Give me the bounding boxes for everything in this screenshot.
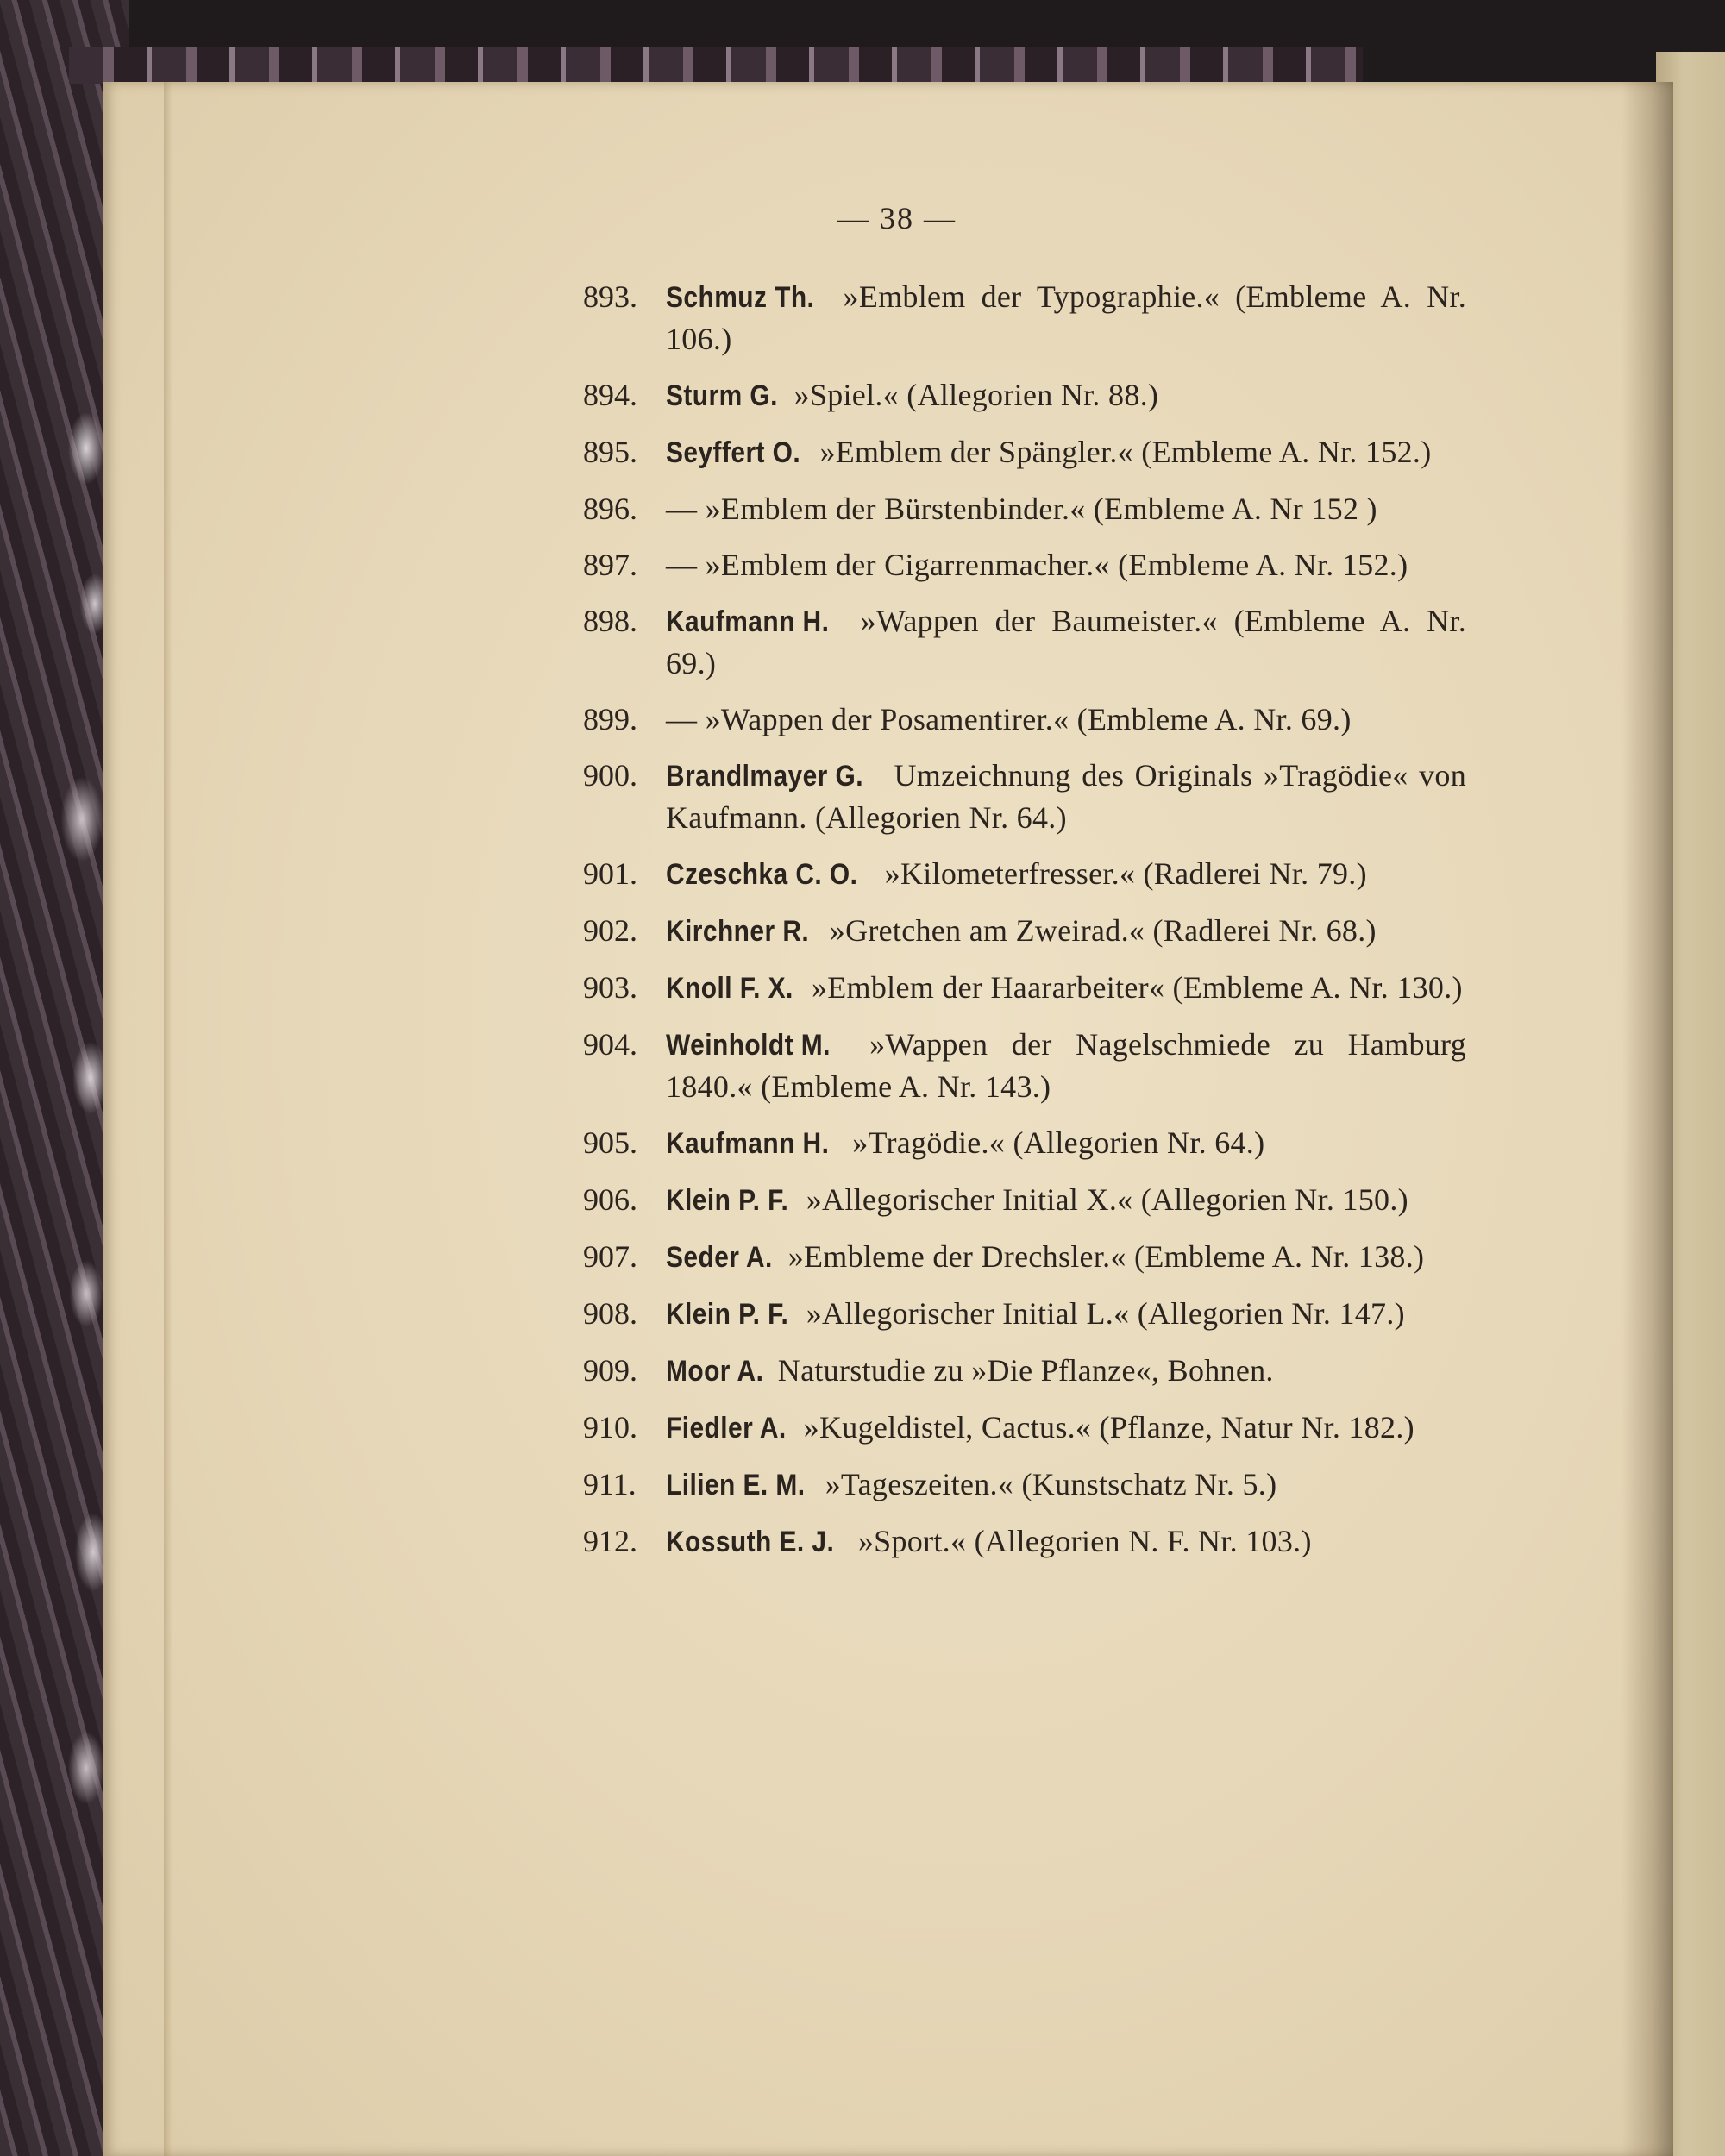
entry-number: 910.	[583, 1410, 637, 1445]
entry-description: Umzeichnung des Originals »Tragödie« von Kaufmann. (Allegorien Nr. 64.)	[666, 758, 1467, 835]
entry-description: »Tragödie.« (Allegorien Nr. 64.)	[852, 1125, 1265, 1160]
page-gutter	[1622, 82, 1673, 2156]
entry-description: »Kugeldistel, Cactus.« (Pflanze, Natur Nr. 182.)	[803, 1410, 1414, 1445]
catalogue-entry	[583, 1293, 1466, 1335]
entry-author: Brandlmayer G.	[666, 760, 863, 793]
entry-author: Knoll F. X.	[666, 972, 794, 1005]
entry-description: — »Wappen der Posamentirer.« (Embleme A. Nr. 69.)	[666, 702, 1352, 736]
catalogue-entry	[583, 853, 1466, 895]
entry-number: 893.	[583, 279, 637, 314]
entry-number: 899.	[583, 702, 637, 736]
entry-description: »Sport.« (Allegorien N. F. Nr. 103.)	[857, 1524, 1312, 1558]
entry-description: — »Emblem der Bürstenbinder.« (Embleme A. Nr 152 )	[666, 492, 1377, 526]
entry-number: 898.	[583, 604, 637, 638]
entry-number: 904.	[583, 1027, 637, 1062]
entry-author: Seyffert O.	[666, 436, 801, 469]
entry-description: »Spiel.« (Allegorien Nr. 88.)	[794, 378, 1159, 412]
entry-number: 909.	[583, 1353, 637, 1388]
entry-description: »Allegorischer Initial L.« (Allegorien Nr. 147.)	[806, 1296, 1405, 1331]
entry-number: 895.	[583, 435, 637, 469]
entry-author: Weinholdt M.	[666, 1029, 831, 1062]
entry-number: 900.	[583, 758, 637, 793]
entry-description: »Tageszeiten.« (Kunstschatz Nr. 5.)	[825, 1467, 1277, 1501]
entry-author: Kaufmann H.	[666, 1127, 830, 1160]
catalogue-entry	[583, 488, 1466, 530]
catalogue-entries	[583, 276, 1466, 1577]
entry-author: Schmuz Th.	[666, 281, 815, 314]
entry-number: 903.	[583, 970, 637, 1005]
entry-description: »Emblem der Spängler.« (Embleme A. Nr. 152.)	[819, 435, 1432, 469]
catalogue-entry	[583, 1024, 1466, 1107]
entry-description: »Allegorischer Initial X.« (Allegorien Nr. 150.)	[806, 1182, 1408, 1217]
entry-number: 908.	[583, 1296, 637, 1331]
entry-number: 905.	[583, 1125, 637, 1160]
catalogue-entry	[583, 699, 1466, 740]
entry-description: »Gretchen am Zweirad.« (Radlerei Nr. 68.)	[829, 913, 1377, 948]
entry-description: »Wappen der Nagelschmiede zu Hamburg 1840.« (Embleme A. Nr. 143.)	[666, 1027, 1466, 1104]
entry-number: 897.	[583, 548, 637, 582]
catalogue-entry	[583, 1350, 1466, 1392]
entry-author: Kirchner R.	[666, 915, 810, 948]
catalogue-entry	[583, 755, 1466, 838]
entry-number: 894.	[583, 378, 637, 412]
entry-author: Kossuth E. J.	[666, 1526, 835, 1558]
catalogue-entry	[583, 1122, 1466, 1164]
entry-number: 906.	[583, 1182, 637, 1217]
entry-number: 896.	[583, 492, 637, 526]
entry-author: Sturm G.	[666, 379, 778, 412]
catalogue-entry	[583, 1407, 1466, 1449]
catalogue-entry	[583, 374, 1466, 417]
entry-author: Klein P. F.	[666, 1184, 789, 1217]
marbled-top-edge	[69, 47, 1363, 84]
catalogue-entry	[583, 600, 1466, 684]
entry-author: Seder A.	[666, 1241, 773, 1274]
entry-author: Lilien E. M.	[666, 1469, 806, 1501]
catalogue-entry	[583, 431, 1466, 473]
entry-description: »Wappen der Baumeister.« (Embleme A. Nr. 69.)	[666, 604, 1467, 680]
entry-description: Naturstudie zu »Die Pflanze«, Bohnen.	[777, 1353, 1274, 1388]
page-number: — 38 —	[837, 201, 957, 235]
catalogue-entry	[583, 544, 1466, 586]
catalogue-entry	[583, 1179, 1466, 1221]
entry-description: »Emblem der Haararbeiter« (Embleme A. Nr. 130.)	[811, 970, 1463, 1005]
entry-author: Klein P. F.	[666, 1298, 789, 1331]
entry-author: Kaufmann H.	[666, 605, 830, 638]
catalogue-entry	[583, 276, 1466, 360]
entry-number: 902.	[583, 913, 637, 948]
entry-number: 911.	[583, 1467, 637, 1501]
entry-number: 901.	[583, 856, 637, 891]
catalogue-entry	[583, 967, 1466, 1009]
catalogue-entry	[583, 910, 1466, 952]
entry-description: — »Emblem der Cigarrenmacher.« (Embleme A. Nr. 152.)	[666, 548, 1408, 582]
catalogue-entry	[583, 1463, 1466, 1506]
entry-number: 907.	[583, 1239, 637, 1274]
entry-author: Fiedler A.	[666, 1412, 787, 1445]
catalogue-entry	[583, 1520, 1466, 1563]
entry-author: Moor A.	[666, 1355, 764, 1388]
entry-description: »Kilometerfresser.« (Radlerei Nr. 79.)	[884, 856, 1367, 891]
entry-description: »Emblem der Typographie.« (Embleme A. Nr. 106.)	[666, 279, 1467, 356]
entry-number: 912.	[583, 1524, 637, 1558]
catalogue-entry	[583, 1236, 1466, 1278]
entry-author: Czeschka C. O.	[666, 858, 858, 891]
entry-description: »Embleme der Drechsler.« (Embleme A. Nr. 138.)	[787, 1239, 1425, 1274]
